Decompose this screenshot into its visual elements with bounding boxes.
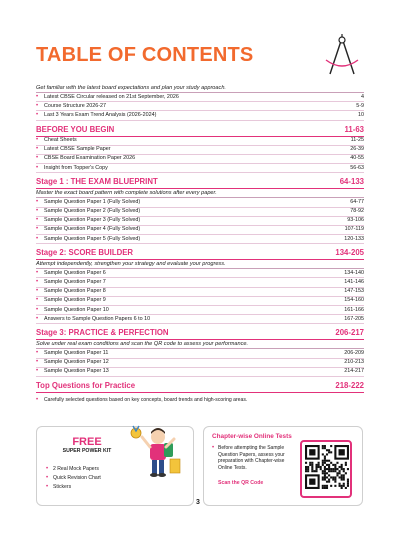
toc-row-page: 154-160: [344, 297, 364, 304]
toc-row-page: 141-146: [344, 278, 364, 285]
section-pages: 218-222: [335, 380, 364, 390]
toc-row-page: 11-25: [350, 137, 364, 144]
bullet-icon: •: [46, 474, 49, 481]
top-questions-note: [36, 395, 364, 405]
toc-row-label: Course Structure 2026-27: [44, 102, 107, 109]
toc-row-label: Sample Question Paper 2 (Fully Solved): [44, 208, 141, 214]
toc-row-label: Sample Question Paper 12: [44, 359, 109, 366]
toc-row-label: Sample Question Paper 10: [44, 306, 109, 313]
student-illustration-icon: [128, 423, 184, 481]
toc-row-page: 167-205: [344, 315, 364, 322]
kit-item-label: Stickers: [53, 483, 72, 490]
toc-row-label: Latest CBSE Sample Paper: [44, 146, 111, 153]
online-tests-title: Chapter-wise Online Tests: [212, 433, 292, 440]
bullet-icon: •: [36, 315, 39, 322]
bullet-icon: •: [36, 306, 39, 313]
toc-row-label: Cheat Sheets: [44, 137, 77, 144]
toc-row[interactable]: [36, 164, 364, 173]
bullet-icon: •: [36, 396, 39, 403]
section-header[interactable]: [36, 326, 364, 340]
bullet-icon: •: [36, 297, 39, 304]
qr-code-icon[interactable]: [305, 445, 349, 489]
section-header[interactable]: [36, 175, 364, 189]
section-title: Stage 3: PRACTICE & PERFECTION: [36, 328, 169, 338]
toc-row-label: Sample Question Paper 6: [44, 269, 106, 276]
toc-row-page: 161-166: [344, 306, 364, 313]
toc-row-page: 206-209: [344, 349, 364, 356]
toc-row-page: 40-55: [350, 155, 364, 162]
bullet-icon: •: [36, 146, 39, 153]
toc-row[interactable]: [36, 111, 364, 120]
toc-row-page: 214-217: [344, 368, 364, 375]
toc-row-label: Last 3 Years Exam Trend Analysis (2026-2024): [44, 111, 157, 118]
bullet-icon: •: [36, 235, 39, 242]
note-text: Carefully selected questions based on key concepts, board trends and high-scoring areas.: [44, 396, 248, 403]
bullet-icon: •: [36, 288, 39, 295]
toc-row-label: Sample Question Paper 8: [44, 288, 106, 295]
qr-code-frame[interactable]: [300, 440, 352, 498]
kit-item-label: Quick Revision Chart: [53, 474, 101, 481]
section-pages: 134-205: [335, 248, 364, 258]
toc-row-label: Sample Question Paper 7: [44, 278, 106, 285]
toc-row-page: 120-133: [344, 235, 364, 242]
toc-content: [36, 84, 364, 405]
bullet-icon: •: [36, 93, 39, 100]
online-tests-description: Before attempting the Sample Question Papers, assess your preparation with Chapter-wise Online Tests.: [218, 445, 285, 471]
bullet-icon: •: [36, 368, 39, 375]
bullet-icon: •: [36, 226, 39, 233]
compass-icon: [322, 34, 362, 78]
bullet-icon: •: [36, 217, 39, 224]
section-title: Stage 2: SCORE BUILDER: [36, 248, 134, 258]
bullet-icon: •: [46, 465, 49, 472]
online-tests-text: [212, 445, 296, 471]
toc-row[interactable]: [36, 368, 364, 377]
bullet-icon: •: [36, 102, 39, 109]
free-label: FREE: [72, 436, 102, 448]
toc-row-page: 64-77: [350, 198, 364, 205]
kit-item: [46, 473, 101, 482]
section-header[interactable]: [36, 246, 364, 260]
sections: [36, 123, 364, 377]
toc-row-label: Sample Question Paper 4 (Fully Solved): [44, 226, 141, 233]
bullet-icon: •: [36, 269, 39, 276]
intro-text: Get familiar with the latest board expectations and plan your study approach.: [36, 85, 226, 91]
toc-row-label: Sample Question Paper 13: [44, 368, 109, 375]
section-description: Attempt independently, strengthen your strategy and evaluate your progress.: [36, 261, 226, 268]
bullet-icon: •: [36, 198, 39, 205]
toc-row-label: Sample Question Paper 3 (Fully Solved): [44, 217, 141, 224]
toc-row-page: 78-92: [350, 208, 364, 214]
intro-list: [36, 93, 364, 121]
section-pages: 206-217: [335, 328, 364, 338]
toc-row-page: 56-63: [350, 164, 364, 171]
toc-row-label: CBSE Board Examination Paper 2026: [44, 155, 136, 162]
bullet-icon: •: [36, 208, 39, 214]
kit-subtitle: SUPER POWER KIT: [62, 448, 112, 454]
bullet-icon: •: [36, 164, 39, 171]
toc-row-page: 5-9: [356, 102, 364, 109]
free-kit-heading: [52, 436, 122, 455]
section-header[interactable]: [36, 123, 364, 137]
toc-row-label: Latest CBSE Circular released on 21st September, 2026: [44, 93, 179, 100]
kit-item: [46, 482, 101, 491]
section-title: BEFORE YOU BEGIN: [36, 124, 115, 134]
toc-row-page: 147-153: [344, 288, 364, 295]
toc-row-page: 4: [361, 93, 364, 100]
toc-row[interactable]: [36, 315, 364, 324]
page-title: TABLE OF CONTENTS: [36, 44, 254, 66]
bullet-icon: •: [46, 483, 49, 490]
toc-row-page: 107-119: [344, 226, 364, 233]
bullet-icon: •: [36, 359, 39, 366]
toc-row-page: 210-213: [344, 359, 364, 366]
toc-row[interactable]: [36, 235, 364, 244]
toc-row-page: 26-39: [350, 146, 364, 153]
scan-label: Scan the QR Code: [218, 480, 264, 486]
section-pages: 64-133: [339, 177, 364, 187]
section-header-top-questions[interactable]: [36, 379, 364, 393]
bullet-icon: •: [36, 278, 39, 285]
section-title: Stage 1 : THE EXAM BLUEPRINT: [36, 177, 158, 187]
bullet-icon: •: [212, 445, 215, 451]
toc-row-page: 134-140: [344, 269, 364, 276]
bullet-icon: •: [36, 349, 39, 356]
toc-row-page: 93-106: [347, 217, 364, 224]
toc-row-label: Sample Question Paper 11: [44, 349, 109, 356]
section-pages: 11-63: [344, 124, 364, 134]
toc-row-label: Insight from Topper's Copy: [44, 164, 108, 171]
toc-row-label: Sample Question Paper 1 (Fully Solved): [44, 198, 141, 205]
kit-item-label: 2 Real Mock Papers: [53, 465, 99, 472]
bullet-icon: •: [36, 155, 39, 162]
section-description: Solve under real exam conditions and scan the QR code to assess your performance.: [36, 341, 249, 348]
section-title: Top Questions for Practice: [36, 380, 136, 390]
bullet-icon: •: [36, 137, 39, 144]
toc-row-label: Sample Question Paper 5 (Fully Solved): [44, 235, 141, 242]
kit-item: [46, 464, 101, 473]
toc-row-label: Answers to Sample Question Papers 6 to 10: [44, 315, 151, 322]
kit-list: [46, 464, 101, 491]
toc-row-label: Sample Question Paper 9: [44, 297, 106, 304]
toc-row-page: 10: [358, 111, 364, 118]
bullet-icon: •: [36, 111, 39, 118]
page-number: 3: [196, 499, 200, 506]
section-description: Master the exact board pattern with complete solutions after every paper.: [36, 190, 217, 197]
